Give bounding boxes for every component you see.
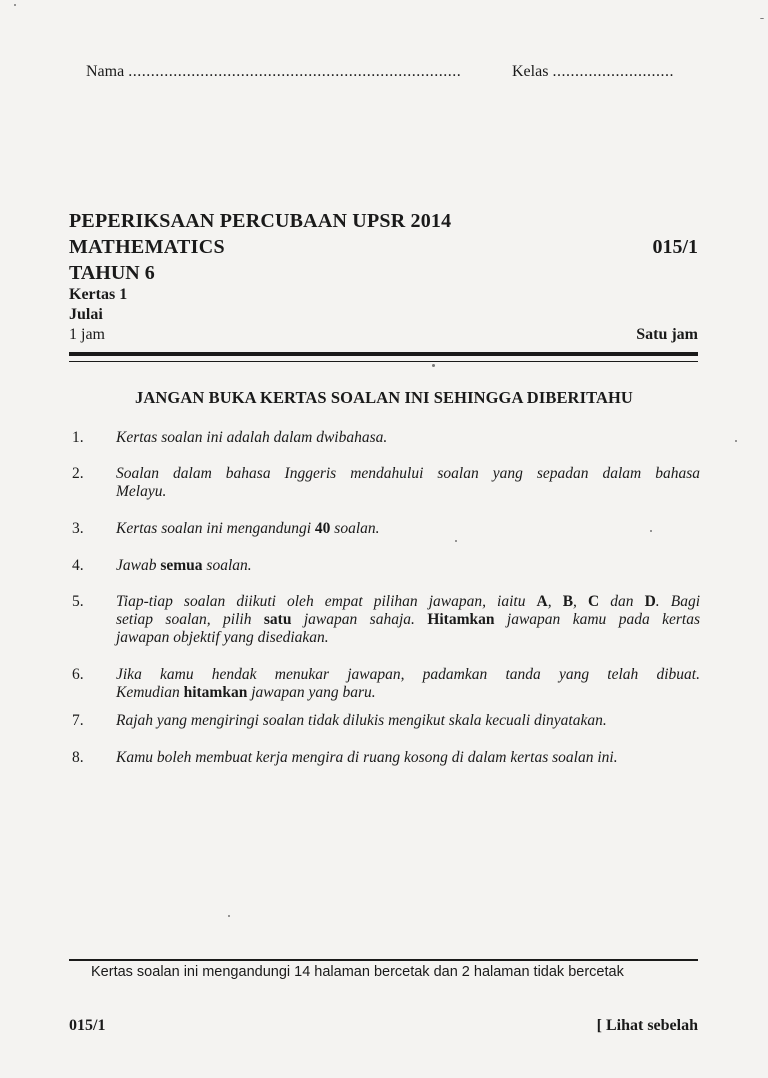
page-count-note: Kertas soalan ini mengandungi 14 halaman bercetak dan 2 halaman tidak bercetak	[91, 964, 624, 980]
exam-month: Julai	[69, 306, 103, 323]
instruction-bold-part: semua	[160, 557, 203, 574]
instruction-text-part: Kertas soalan ini mengandungi	[116, 520, 315, 537]
instruction-text-part: . Bagi	[655, 593, 701, 610]
instruction-line: jawapan objektif yang disediakan.	[116, 629, 329, 646]
instruction-number: 3.	[72, 520, 84, 537]
instruction-bold-part: hitamkan	[183, 684, 248, 701]
instruction-text-part: jawapan kamu pada kertas	[494, 611, 700, 628]
instruction-line	[116, 611, 700, 629]
instruction-text	[116, 593, 700, 647]
scan-speck	[228, 915, 230, 917]
class-blank: ...........................	[552, 63, 674, 80]
instruction-number: 8.	[72, 749, 84, 766]
instruction-line	[116, 593, 700, 611]
turn-over-note: [ Lihat sebelah	[596, 1017, 698, 1034]
instruction-text-part: soalan.	[202, 557, 252, 574]
instruction-text-part: Tiap-tiap soalan diikuti oleh empat pilihan jawapan, iaitu	[116, 593, 537, 610]
instruction-line	[116, 684, 700, 702]
instruction-text-part: setiap soalan, pilih	[116, 611, 264, 628]
option-a-label: A	[536, 593, 548, 610]
instruction-text-part: jawapan sahaja.	[291, 611, 428, 628]
instruction-text: Kertas soalan ini adalah dalam dwibahasa.	[116, 429, 388, 446]
instruction-text: Kamu boleh membuat kerja mengira di ruang kosong di dalam kertas soalan ini.	[116, 749, 618, 766]
instruction-text	[116, 520, 700, 538]
paper-number: Kertas 1	[69, 286, 128, 303]
instruction-text-part: dan	[599, 593, 645, 610]
name-blank: ..........................................................................	[128, 63, 462, 80]
instruction-text-part: jawapan yang baru.	[247, 684, 376, 701]
scan-speck	[432, 364, 435, 367]
instruction-bold-part: satu	[263, 611, 292, 628]
option-c-label: C	[587, 593, 600, 610]
exam-title: PEPERIKSAAN PERCUBAAN UPSR 2014	[69, 210, 452, 232]
header-rule-thick	[69, 352, 698, 356]
header-rule-thin	[69, 361, 698, 362]
separator: ,	[547, 593, 563, 610]
subject-title: MATHEMATICS	[69, 236, 225, 258]
name-label: Nama	[86, 63, 125, 80]
class-label: Kelas	[512, 63, 549, 80]
instruction-number: 6.	[72, 666, 84, 683]
instruction-text	[116, 666, 700, 702]
scan-speck	[760, 18, 764, 19]
instruction-text	[116, 465, 700, 501]
instruction-line: Jika kamu hendak menukar jawapan, padamkan tanda yang telah dibuat.	[116, 666, 700, 683]
instruction-number: 5.	[72, 593, 84, 610]
warning-heading: JANGAN BUKA KERTAS SOALAN INI SEHINGGA DIBERITAHU	[135, 388, 633, 407]
option-b-label: B	[562, 593, 574, 610]
instruction-bold-part: 40	[314, 520, 331, 537]
instruction-text-part: Kemudian	[116, 684, 184, 701]
instruction-line: Melayu.	[116, 483, 167, 500]
footer-rule	[69, 959, 698, 961]
name-field	[86, 63, 461, 81]
paper-code: 015/1	[652, 236, 698, 258]
separator: ,	[573, 593, 588, 610]
instruction-number: 1.	[72, 429, 84, 446]
duration-words: Satu jam	[636, 326, 698, 343]
class-field	[512, 63, 674, 81]
exam-duration: 1 jam	[69, 326, 105, 343]
year-level: TAHUN 6	[69, 262, 155, 284]
instruction-line: Soalan dalam bahasa Inggeris mendahului soalan yang sepadan dalam bahasa	[116, 465, 700, 482]
instruction-text-part: soalan.	[330, 520, 380, 537]
instruction-text-part: Jawab	[116, 557, 161, 574]
instruction-number: 4.	[72, 557, 84, 574]
footer-paper-code: 015/1	[69, 1017, 106, 1034]
instruction-text: Rajah yang mengiringi soalan tidak dilukis mengikut skala kecuali dinyatakan.	[116, 712, 607, 729]
scan-speck	[455, 540, 457, 542]
option-d-label: D	[644, 593, 656, 610]
instruction-number: 2.	[72, 465, 84, 482]
instruction-number: 7.	[72, 712, 84, 729]
instruction-text	[116, 557, 700, 575]
scan-speck	[650, 530, 652, 532]
scan-speck	[14, 4, 16, 6]
scan-speck	[735, 440, 737, 442]
instruction-bold-part: Hitamkan	[427, 611, 495, 628]
